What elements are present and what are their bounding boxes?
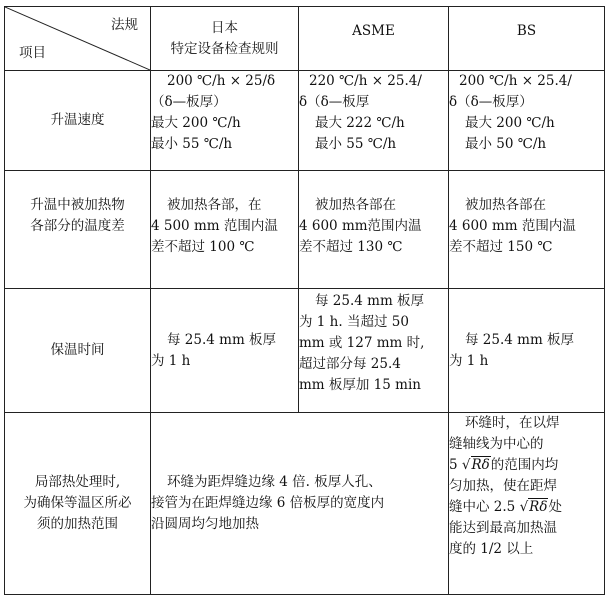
temp-difference-asme bbox=[299, 171, 449, 289]
local-heat-ja-1: 环缝为距焊缝边缘 4 倍. 板厚人孔、 bbox=[167, 474, 382, 490]
holding-time-bs-1: 每 25.4 mm 板厚 bbox=[465, 331, 575, 348]
header-japan-line1: 日本 bbox=[211, 19, 238, 36]
row-temp-difference bbox=[5, 171, 605, 289]
temp-difference-japan-2: 4 500 mm 范围内温 bbox=[151, 218, 278, 234]
header-law-label: 法规 bbox=[111, 17, 138, 33]
heating-rate-asme-1: 220 ℃/h × 25.4/ bbox=[309, 73, 422, 89]
heating-rate-bs bbox=[449, 71, 605, 171]
heating-rate-bs-3: 最大 200 ℃/h bbox=[465, 115, 555, 131]
holding-time-asme-2: 为 1 h. 当超过 50 bbox=[299, 314, 409, 330]
holding-time-asme-5: mm 板厚加 15 min bbox=[299, 377, 421, 393]
header-asme: ASME bbox=[299, 7, 449, 71]
temp-difference-japan-1: 被加热各部，在 bbox=[167, 197, 262, 213]
sqrt-r-delta-radicand-1: Rδ bbox=[471, 457, 490, 473]
label-heating-rate: 升温速度 bbox=[5, 71, 151, 171]
heating-rate-asme bbox=[299, 71, 449, 171]
header-row bbox=[5, 7, 605, 71]
heat-treatment-comparison-table bbox=[4, 6, 605, 595]
temp-difference-bs-2: 4 600 mm 范围内温 bbox=[449, 218, 576, 234]
local-heat-bs-2: 缝轴线为中心的 bbox=[449, 436, 544, 452]
header-bs: BS bbox=[449, 7, 605, 71]
local-heat-bs-3 bbox=[449, 455, 604, 476]
heating-rate-asme-4: 最小 55 ℃/h bbox=[315, 136, 397, 152]
sqrt-r-delta-symbol-1: √Rδ bbox=[461, 457, 490, 473]
label-temp-difference-2: 各部分的温度差 bbox=[30, 218, 125, 234]
sqrt-r-delta-radicand-2: Rδ bbox=[529, 499, 548, 515]
temp-difference-japan bbox=[151, 171, 299, 289]
label-holding-time: 保温时间 bbox=[5, 289, 151, 413]
temp-difference-japan-3: 差不超过 100 ℃ bbox=[151, 239, 255, 255]
local-heat-bs-1: 环缝时，在以焊 bbox=[465, 415, 560, 431]
holding-time-asme bbox=[299, 289, 449, 413]
heating-rate-bs-4: 最小 50 ℃/h bbox=[465, 136, 547, 152]
label-temp-difference bbox=[5, 171, 151, 289]
temp-difference-asme-3: 差不超过 130 ℃ bbox=[299, 239, 403, 255]
heating-rate-bs-2: δ（δ—板厚） bbox=[449, 94, 533, 110]
holding-time-asme-3: mm 或 127 mm 时, bbox=[299, 335, 425, 351]
holding-time-asme-1: 每 25.4 mm 板厚 bbox=[315, 293, 425, 309]
heating-rate-asme-3: 最大 222 ℃/h bbox=[315, 115, 405, 131]
local-heat-bs-5 bbox=[449, 497, 604, 518]
heating-rate-japan-3: 最大 200 ℃/h bbox=[151, 115, 241, 131]
local-heat-bs-5-post: 处 bbox=[548, 499, 562, 515]
temp-difference-bs-1: 被加热各部在 bbox=[465, 197, 546, 213]
holding-time-bs-2: 为 1 h bbox=[449, 352, 489, 369]
local-heat-bs-4: 匀加热，使在距焊 bbox=[449, 478, 557, 494]
row-heating-rate bbox=[5, 71, 605, 171]
label-local-heat bbox=[5, 413, 151, 595]
holding-time-japan-2: 为 1 h bbox=[151, 352, 191, 369]
sqrt-r-delta-symbol-2: √Rδ bbox=[519, 499, 548, 515]
local-heat-bs-3-post: 的范围内均 bbox=[490, 457, 559, 473]
heating-rate-japan-4: 最小 55 ℃/h bbox=[151, 136, 233, 152]
header-item-label: 项目 bbox=[19, 45, 46, 61]
row-local-heat bbox=[5, 413, 605, 595]
temp-difference-bs-3: 差不超过 150 ℃ bbox=[449, 239, 553, 255]
local-heat-bs bbox=[449, 413, 605, 595]
local-heat-bs-5-pre: 缝中心 2.5 bbox=[449, 499, 520, 515]
temp-difference-asme-2: 4 600 mm范围内温 bbox=[299, 218, 422, 234]
local-heat-ja-2: 接管为在距焊缝边缘 6 倍板厚的宽度内 bbox=[151, 495, 385, 511]
header-japan bbox=[151, 7, 299, 71]
temp-difference-asme-1: 被加热各部在 bbox=[315, 197, 396, 213]
header-diagonal-cell bbox=[5, 7, 151, 71]
heating-rate-asme-2: δ（δ—板厚 bbox=[299, 94, 370, 110]
local-heat-bs-6: 能达到最高加热温 bbox=[449, 520, 557, 536]
holding-time-bs bbox=[449, 289, 605, 413]
local-heat-bs-7: 度的 1/2 以上 bbox=[449, 541, 534, 557]
label-temp-difference-1: 升温中被加热物 bbox=[30, 197, 125, 213]
local-heat-japan-asme bbox=[151, 413, 449, 595]
holding-time-asme-4: 超过部分每 25.4 bbox=[299, 356, 401, 372]
row-holding-time bbox=[5, 289, 605, 413]
heating-rate-japan bbox=[151, 71, 299, 171]
holding-time-japan-1: 每 25.4 mm 板厚 bbox=[167, 331, 277, 348]
label-local-heat-3: 须的加热范围 bbox=[37, 516, 118, 532]
local-heat-bs-3-pre: 5 bbox=[449, 457, 462, 473]
holding-time-japan bbox=[151, 289, 299, 413]
local-heat-ja-3: 沿圆周均匀地加热 bbox=[151, 516, 259, 532]
heating-rate-japan-2: （δ—板厚） bbox=[151, 94, 227, 110]
label-local-heat-1: 局部热处理时, bbox=[34, 474, 121, 490]
header-japan-line2: 特定设备检查规则 bbox=[170, 40, 279, 57]
temp-difference-bs bbox=[449, 171, 605, 289]
heating-rate-japan-1: 200 ℃/h × 25/δ bbox=[167, 73, 276, 89]
heating-rate-bs-1: 200 ℃/h × 25.4/ bbox=[459, 73, 572, 89]
label-local-heat-2: 为确保等温区所必 bbox=[23, 495, 132, 511]
